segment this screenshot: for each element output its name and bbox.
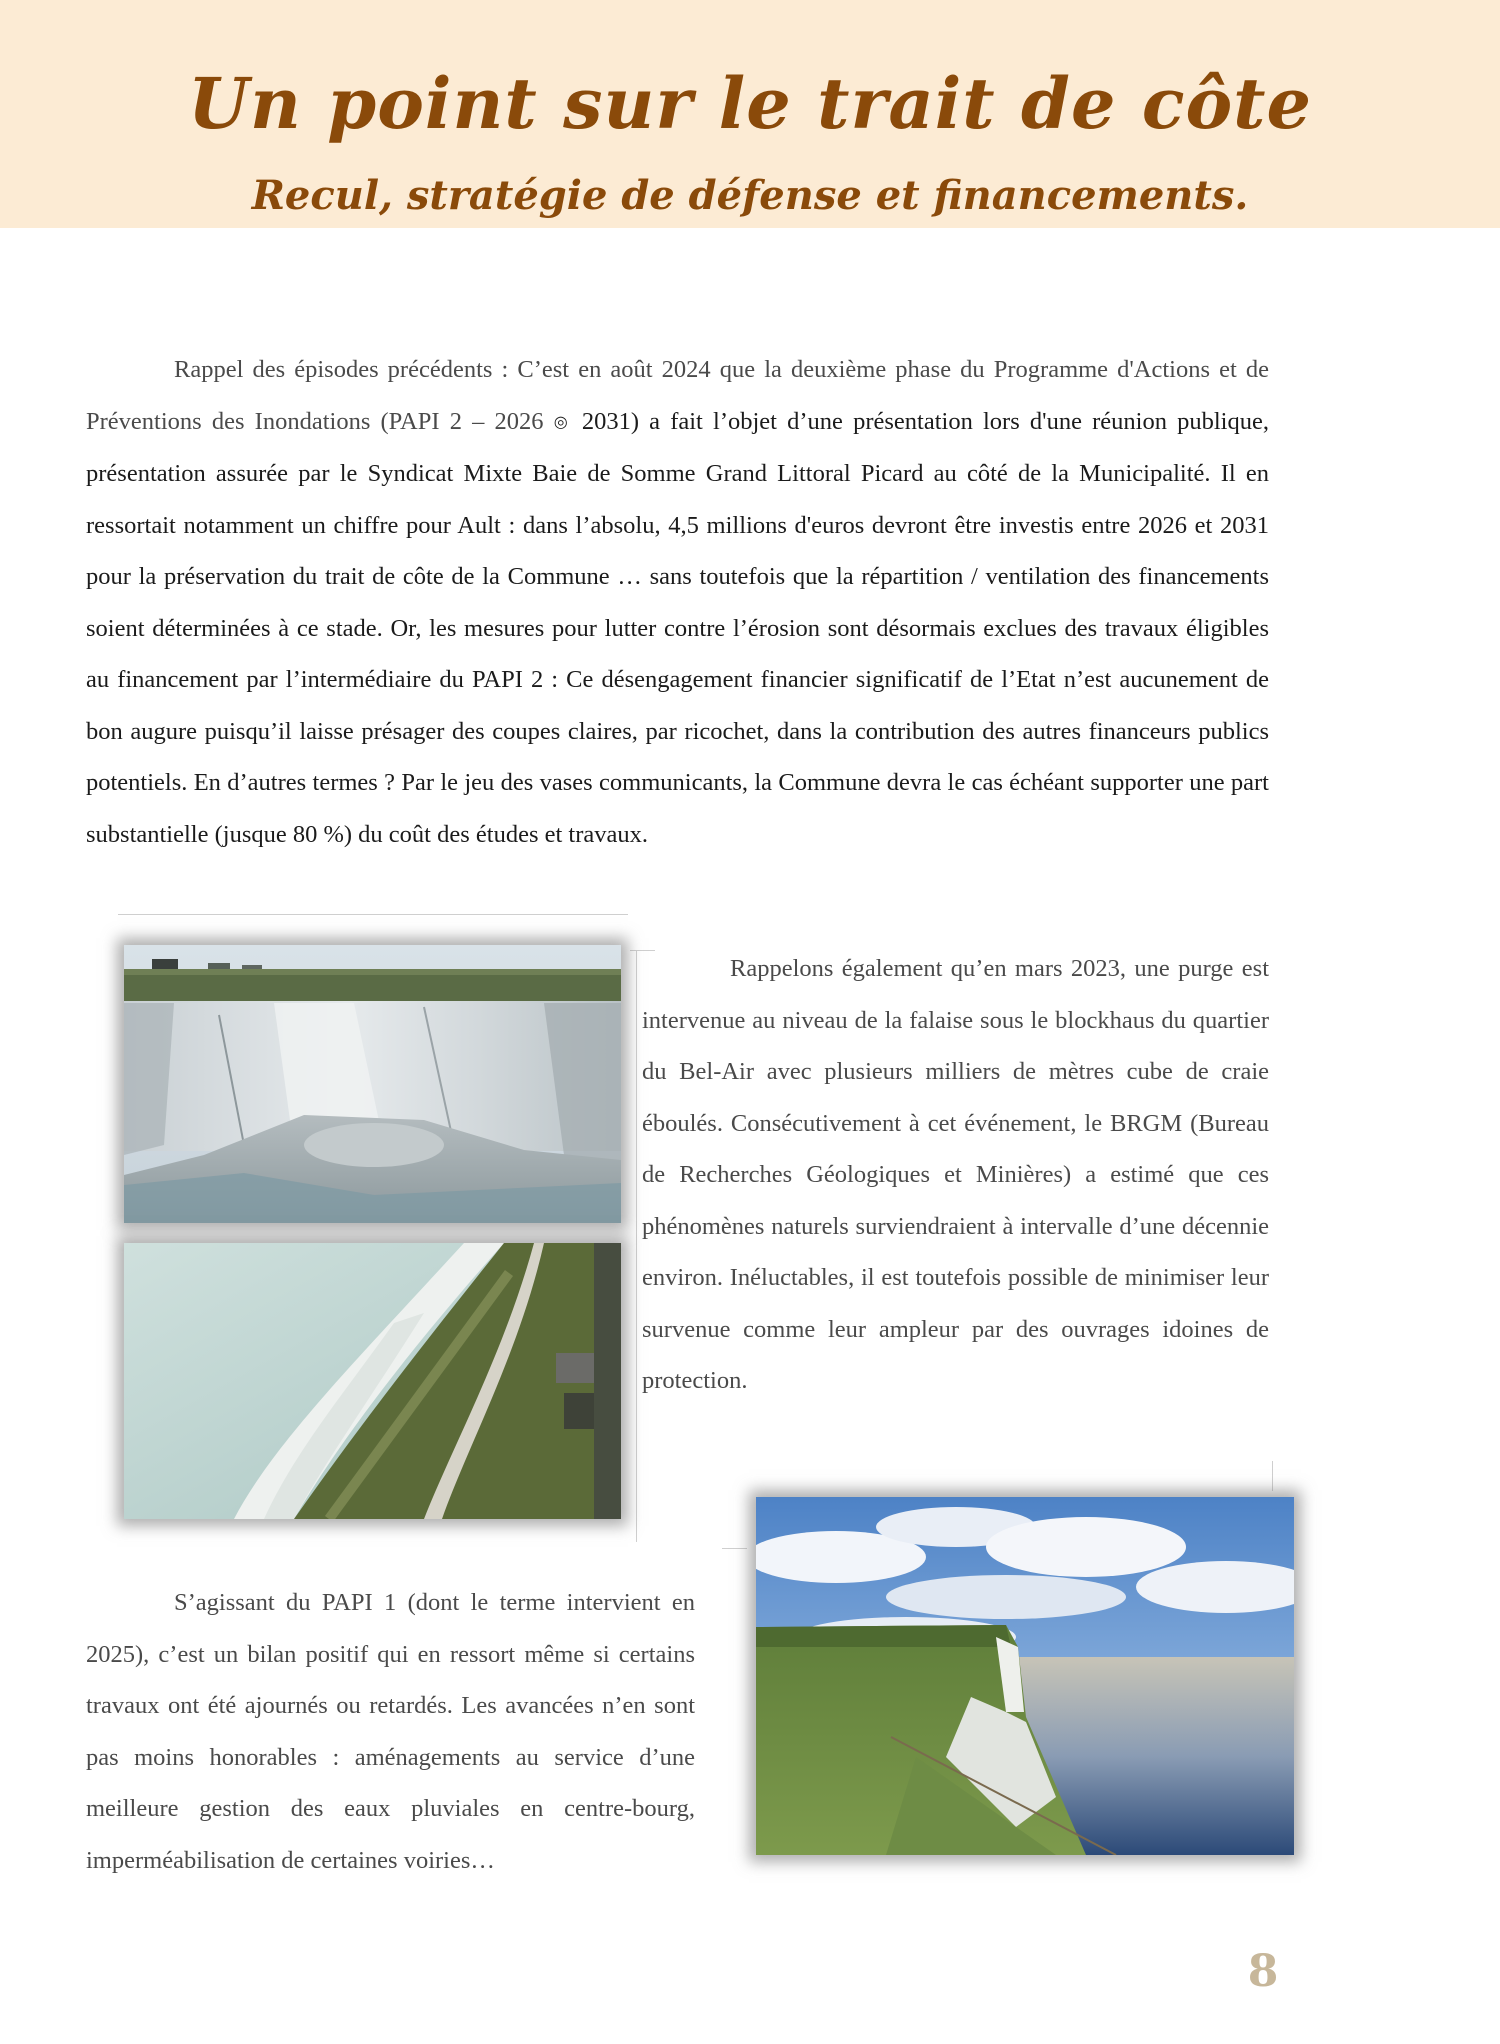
divider-line [636, 950, 637, 1542]
paragraph-papi2-lead: Rappel des épisodes précédents : C’est en août 2024 que la deuxième phase du Programme d'Actions et de Préventions des Inondations (PAPI 2 – 2026 [86, 356, 1269, 435]
page-title: Un point sur le trait de côte [187, 62, 1313, 145]
page-number: 8 [1247, 1946, 1279, 1997]
paragraph-bel-air: Rappelons également qu’en mars 2023, une purge est intervenue au niveau de la falaise sous le blockhaus du quartier du Bel-Air avec plusieurs milliers de mètres cube de craie éboulés. Consécutivement à cet événement, le BRGM (Bureau de Recherches Géologiques et Minières) a estimé que ces phénomènes naturels surviendraient à intervalle d’une décennie environ. Inéluctables, il est toutefois possible de minimiser leur survenue comme leur ampleur par des ouvrages idoines de protection. [642, 955, 1269, 1394]
cliff-sea-photo [756, 1497, 1294, 1855]
paragraph-papi2 [86, 344, 1269, 860]
cliff-face-photo [124, 945, 621, 1223]
divider-line [722, 1548, 747, 1549]
paragraph-papi2-rest: 2031) a fait l’objet d’une présentation lors d'une réunion publique, présentation assurée par le Syndicat Mixte Baie de Somme Grand Littoral Picard au côté de la Municipalité. Il en ressortait notamment un chiffre pour Ault : dans l’absolu, 4,5 millions d'euros devront être investis entre 2026 et 2031 pour la préservation du trait de côte de la Commune … sans toutefois que la répartition / ventilation des financements soient déterminées à ce stade. Or, les mesures pour lutter contre l’érosion sont désormais exclues des travaux éligibles au financement par l’intermédiaire du PAPI 2 : Ce désengagement financier significatif de l’Etat n’est aucunement de bon augure puisqu’il laisse présager des coupes claires, par ricochet, dans la contribution des autres financeurs publics potentiels. En d’autres termes ? Par le jeu des vases communicants, la Commune devra le cas échéant supporter une part substantielle (jusque 80 %) du coût des études et travaux. [86, 407, 1269, 848]
aerial-cliff-photo [124, 1243, 621, 1519]
page-subtitle: Recul, stratégie de défense et financements. [251, 172, 1249, 219]
target-symbol: ◎ [553, 413, 572, 431]
divider-line [1272, 1461, 1273, 1491]
divider-line [118, 914, 628, 915]
paragraph-papi1: S’agissant du PAPI 1 (dont le terme intervient en 2025), c’est un bilan positif qui en ressort même si certains travaux ont été ajournés ou retardés. Les avancées n’en sont pas moins honorables : aménagements au service d’une meilleure gestion des eaux pluviales en centre-bourg, imperméabilisation de certaines voiries… [86, 1589, 695, 1874]
